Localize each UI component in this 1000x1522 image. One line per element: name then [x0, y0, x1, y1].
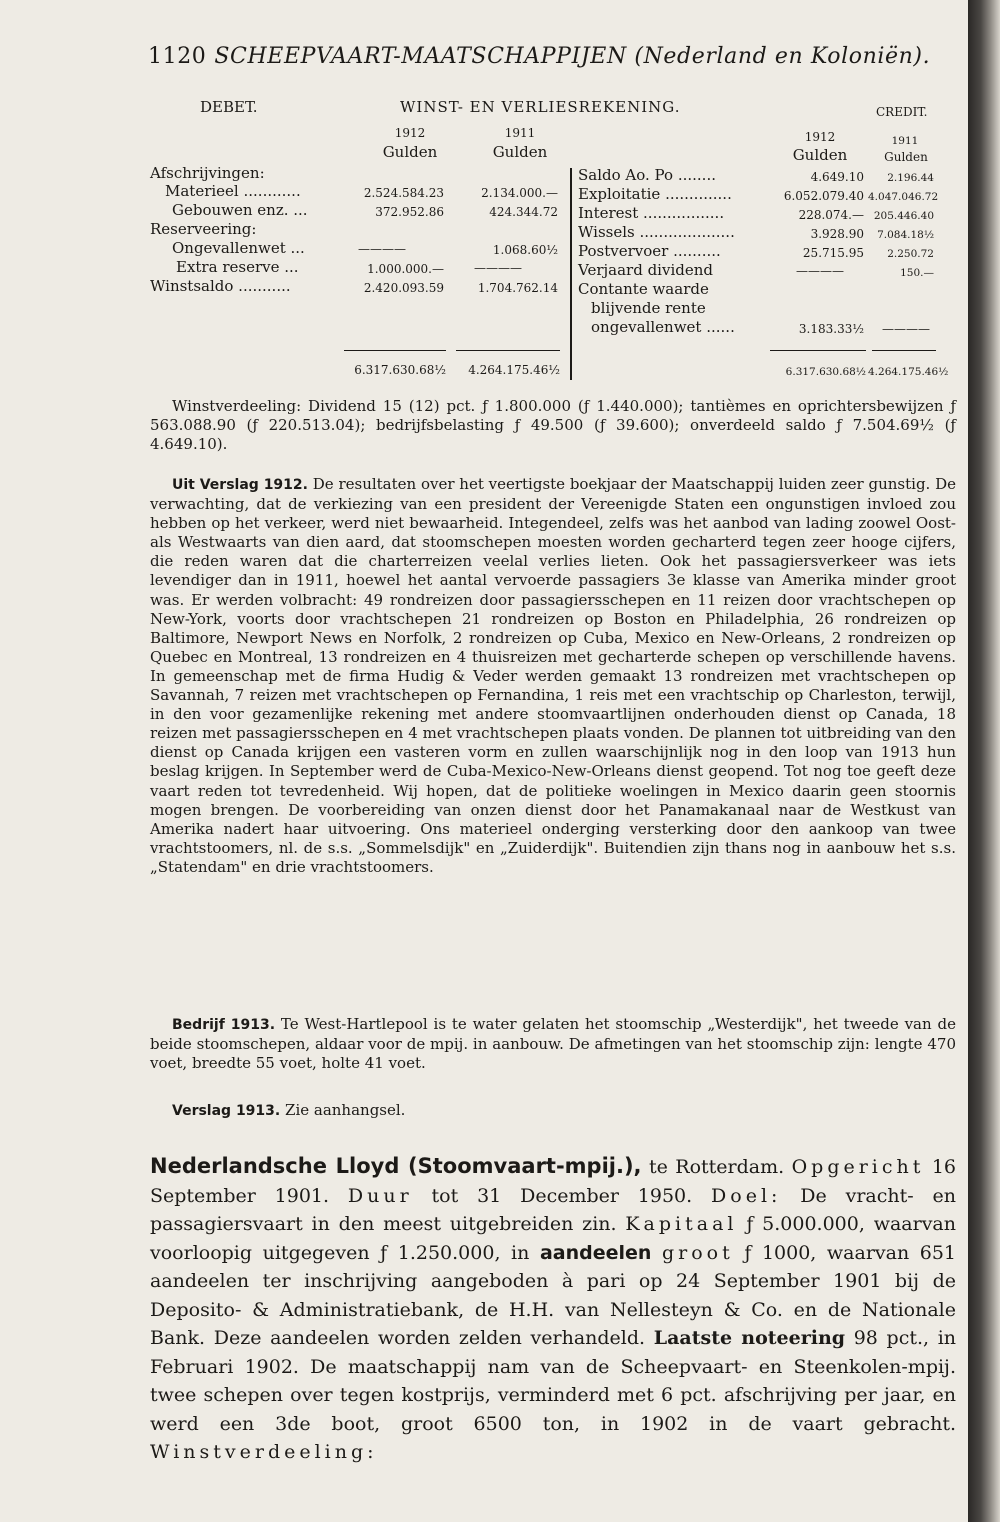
ledger-title: WINST- EN VERLIESREKENING.: [400, 98, 681, 116]
lloyd-entry: [150, 1152, 956, 1467]
lloyd-text: ƒ 5.000.000, waarvan voorloopig uitgegeven ƒ 1.250.000, in: [150, 1213, 956, 1264]
lloyd-keyword: Doel:: [711, 1184, 782, 1207]
credit-label: CREDIT.: [876, 105, 928, 119]
running-title: SCHEEPVAART-MAATSCHAPPIJEN (Nederland en Koloniën).: [214, 44, 931, 69]
ledger-divider: [570, 168, 572, 380]
credit-row-1912: 228.074.—: [798, 208, 864, 222]
lloyd-title: Nederlandsche Lloyd (Stoomvaart-mpij.),: [150, 1154, 642, 1178]
book-spine-shadow: [968, 0, 1000, 1522]
credit-row-1912: 6.052.079.40: [783, 189, 864, 203]
credit-rule-1912: [770, 350, 866, 351]
credit-row-1912: 3.928.90: [810, 227, 864, 241]
credit-row-1912: 3.183.33½: [798, 322, 864, 336]
lloyd-keyword: Duur: [347, 1184, 413, 1207]
debit-rule-1911: [456, 350, 560, 351]
debit-year-1912: 1912: [394, 126, 426, 140]
profit-loss-account: [0, 0, 968, 400]
debit-total-1911: 4.264.175.46½: [468, 363, 560, 377]
lloyd-keyword: Winstverdeeling:: [150, 1441, 378, 1463]
debit-row-1912: 2.420.093.59: [363, 281, 444, 295]
debit-row-label: Reserveering:: [150, 220, 257, 238]
debit-row-1911: 2.134.000.—: [481, 186, 558, 200]
credit-year-1912: 1912: [804, 130, 836, 144]
credit-unit-1912: Gulden: [792, 146, 848, 164]
credit-row-1911: 2.250.72: [887, 248, 934, 260]
winstverdeeling-paragraph: Winstverdeeling: Dividend 15 (12) pct. ƒ 1.800.000 (ƒ 1.440.000); tantièmes en oprichtersbewijzen ƒ 563.088.90 (ƒ 220.513.04); bedrijfsbelasting ƒ 49.500 (ƒ 39.600); onverdeeld saldo ƒ 7.504.69½ (ƒ 4.649.10).: [150, 397, 956, 454]
debit-row-label: Ongevallenwet ...: [172, 239, 305, 257]
debit-unit-1911: Gulden: [492, 143, 548, 161]
credit-row-label: Exploitatie ..............: [578, 185, 732, 203]
verslag-1912-heading: Uit Verslag 1912.: [172, 477, 308, 493]
lloyd-text: te Rotterdam.: [648, 1156, 785, 1178]
debit-unit-1912: Gulden: [382, 143, 438, 161]
verslag-1912-paragraph: [150, 475, 956, 877]
credit-year-1911: 1911: [891, 135, 919, 147]
verslag-1913-paragraph: [150, 1101, 956, 1121]
debit-row-label: Afschrijvingen:: [150, 164, 265, 182]
credit-row-label: Contante waarde: [578, 280, 709, 298]
debit-row-1911: ————: [474, 261, 522, 275]
debit-row-label: Materieel ............: [165, 182, 301, 200]
credit-total-1911: 4.264.175.46½: [868, 366, 949, 378]
debit-row-1912: 2.524.584.23: [363, 186, 444, 200]
verslag-1912-text: De resultaten over het veertigste boekjaar der Maatschappij luiden zeer gunstig. De verwachting, dat de verkiezing van een president der Vereenigde Staten een ongunstigen invloed zou hebben op het verkeer, werd niet bewaarheid. Integendeel, zelfs was het aanbod van lading zoowel Oost- als Westwaarts van dien aard, dat stoomschepen moesten worden gecharterd tegen zeer hooge cijfers, die reden waren dat die charterreizen veelal verlies lieten. Ook het passagiersverkeer was iets levendiger dan in 1911, hoewel het aantal vervoerde passagiers 3e klasse van Amerika minder groot was. Er werden volbracht: 49 rondreizen door passagiersschepen en 11 reizen door vrachtschepen op New-York, voorts door vrachtschepen 21 rondreizen op Boston en Philadelphia, 26 rondreizen op Baltimore, Newport News en Norfolk, 2 rondreizen op Cuba, Mexico en New-Orleans, 2 rondreizen op Quebec en Montreal, 13 rondreizen en 4 thuisreizen met gecharterde schepen op verschillende havens. In gemeenschap met de firma Hudig & Veder werden gemaakt 13 rondreizen met vrachtschepen op Savannah, 7 reizen met vrachtschepen op Fernandina, 1 reis met een vrachtschip op Charleston, terwijl, in den voor gezamenlijke rekening met andere stoomvaartlijnen onderhouden dienst op Canada, 18 reizen met passagiersschepen en 4 met vrachtschepen plaats vonden. De plannen tot uitbreiding van den dienst op Canada krijgen een vasteren vorm en zullen waarschijnlijk nog in den loop van 1913 hun beslag krijgen. In September werd de Cuba-Mexico-New-Orleans dienst geopend. Tot nog toe geeft deze vaart reden tot tevredenheid. Wij hopen, dat de politieke woelingen in Mexico daarin geen stoornis mogen brengen. De voorbereiding van onzen dienst door het Panamakanaal naar de Westkust van Amerika nadert haar uitvoering. Ons materieel onderging versterking door den aankoop van twee vrachtstoomers, nl. de s.s. „Sommelsdijk" en „Zuiderdijk". Buitendien zijn thans nog in aanbouw het s.s. „Statendam" en drie vrachtstoomers.: [150, 475, 956, 876]
debit-year-1911: 1911: [504, 126, 536, 140]
lloyd-text: De vracht- en passagiersvaart in den meest uitgebreiden zin.: [150, 1184, 956, 1235]
lloyd-keyword: Kapitaal: [625, 1213, 738, 1235]
bedrijf-1913-heading: Bedrijf 1913.: [172, 1017, 276, 1033]
credit-row-label: Saldo Ao. Po ........: [578, 166, 716, 184]
credit-row-label: Interest .................: [578, 204, 725, 222]
debit-row-1911: 1.704.762.14: [477, 281, 558, 295]
debit-row-label: Gebouwen enz. ...: [172, 201, 308, 219]
debit-row-label: Winstsaldo ...........: [150, 277, 291, 295]
debit-row-1912: 1.000.000.—: [367, 262, 444, 276]
bedrijf-1913-text: Te West-Hartlepool is te water gelaten het stoomschip „Westerdijk", het tweede van de beide stoomschepen, aldaar voor de mpij. in aanbouw. De afmetingen van het stoomschip zijn: lengte 470 voet, breedte 55 voet, holte 41 voet.: [150, 1015, 956, 1073]
credit-row-1911: ————: [882, 322, 930, 336]
lloyd-keyword: Opgericht: [791, 1156, 925, 1178]
lloyd-keyword: Laatste noteering: [653, 1327, 846, 1349]
debet-label: DEBET.: [200, 98, 258, 116]
bedrijf-1913-paragraph: [150, 1015, 956, 1073]
verslag-1913-heading: Verslag 1913.: [172, 1103, 281, 1119]
debit-rule-1912: [344, 350, 446, 351]
credit-row-label: Wissels ....................: [578, 223, 735, 241]
debit-row-1912: 372.952.86: [375, 205, 444, 219]
credit-row-1911: 150.—: [900, 267, 934, 279]
credit-row-1911: 7.084.18½: [877, 229, 934, 241]
credit-row-label: Verjaard dividend: [578, 261, 713, 279]
credit-row-label: ongevallenwet ......: [591, 318, 735, 336]
lloyd-text: tot 31 December 1950.: [431, 1184, 693, 1207]
credit-row-1911: 2.196.44: [887, 172, 934, 184]
credit-row-1912: 4.649.10: [810, 170, 864, 184]
lloyd-text: 98 pct., in Februari 1902. De maatschappij nam van de Scheepvaart- en Steenkolen-mpij. twee schepen over tegen kostprijs, verminderd met 6 pct. afschrijving per jaar, en werd een 3de boot, groot 6500 ton, in 1902 in de vaart gebracht.: [150, 1327, 957, 1435]
debit-row-1912: ————: [358, 242, 406, 256]
credit-row-1911: 4.047.046.72: [868, 191, 939, 203]
credit-rule-1911: [872, 350, 936, 351]
credit-row-label: Postvervoer ..........: [578, 242, 721, 260]
debit-row-1911: 424.344.72: [489, 205, 558, 219]
debit-total-1912: 6.317.630.68½: [354, 363, 446, 377]
lloyd-keyword: aandeelen: [539, 1241, 652, 1264]
lloyd-text: 16 September 1901.: [150, 1156, 957, 1207]
lloyd-keyword: groot: [662, 1241, 734, 1264]
page-number: 1120: [148, 44, 207, 69]
credit-row-1912: ————: [796, 264, 844, 278]
verslag-1913-text: Zie aanhangsel.: [285, 1101, 406, 1119]
lloyd-text: ƒ 1000, waarvan 651 aandeelen ter inschrijving aangeboden à pari op 24 September 1901 bij de Deposito- & Administratiebank, de H.H. van Nellesteyn & Co. en de Nationale Bank. Deze aandeelen worden zelden verhandeld.: [150, 1241, 957, 1349]
debit-row-1911: 1.068.60½: [492, 243, 558, 257]
credit-row-1911: 205.446.40: [873, 210, 934, 222]
credit-row-1912: 25.715.95: [802, 246, 864, 260]
debit-row-label: Extra reserve ...: [176, 258, 299, 276]
credit-unit-1911: Gulden: [884, 150, 928, 164]
credit-row-label: blijvende rente: [591, 299, 706, 317]
credit-total-1912: 6.317.630.68½: [785, 366, 866, 378]
